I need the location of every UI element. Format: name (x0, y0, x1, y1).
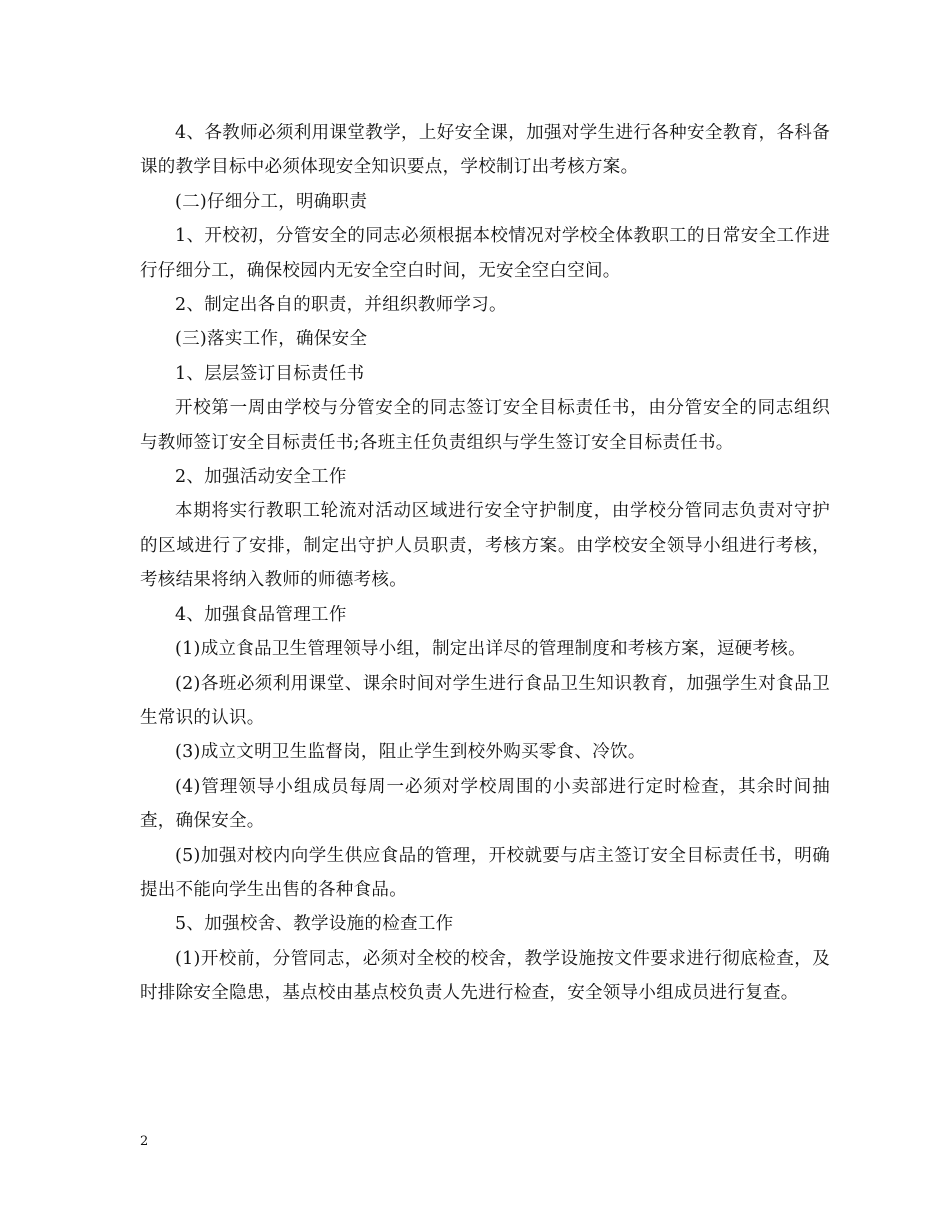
list-item: (4)管理领导小组成员每周一必须对学校周围的小卖部进行定时检查，其余时间抽查，确保安全。 (140, 776, 830, 832)
page-number: 2 (140, 1134, 149, 1149)
list-item: (1)成立食品卫生管理领导小组，制定出详尽的管理制度和考核方案，逗硬考核。 (175, 639, 806, 660)
paragraph: 1、开校初，分管安全的同志必须根据本校情况对学校全体教职工的日常安全工作进行仔细分工，确保校园内无安全空白时间，无安全空白空间。 (140, 226, 830, 281)
subsection-heading: 4、加强食品管理工作 (175, 604, 347, 625)
paragraph: 2、制定出各自的职责，并组织教师学习。 (175, 295, 507, 316)
subsection-heading: 1、层层签订目标责任书 (175, 363, 365, 384)
list-item: (5)加强对校内向学生供应食品的管理，开校就要与店主签订安全目标责任书，明确提出不能向学生出售的各种食品。 (140, 845, 830, 900)
section-heading: (三)落实工作，确保安全 (175, 329, 368, 350)
list-item: (1)开校前，分管同志，必须对全校的校舍，教学设施按文件要求进行彻底检查，及时排除安全隐患，基点校由基点校负责人先进行检查，安全领导小组成员进行复查。 (140, 948, 830, 1004)
paragraph: 开校第一周由学校与分管安全的同志签订安全目标责任书，由分管安全的同志组织与教师签订安全目标责任书;各班主任负责组织与学生签订安全目标责任书。 (140, 398, 830, 453)
subsection-heading: 5、加强校舍、教学设施的检查工作 (175, 914, 454, 935)
section-heading: (二)仔细分工，明确职责 (175, 191, 368, 212)
document-body (140, 116, 830, 1011)
paragraph: 4、各教师必须利用课堂教学，上好安全课，加强对学生进行各种安全教育，各科备课的教学目标中必须体现安全知识要点，学校制订出考核方案。 (140, 123, 830, 178)
paragraph: 本期将实行教职工轮流对活动区域进行安全守护制度，由学校分管同志负责对守护的区域进行了安排，制定出守护人员职责，考核方案。由学校安全领导小组进行考核，考核结果将纳入教师的师德考核。 (140, 501, 830, 591)
list-item: (3)成立文明卫生监督岗，阻止学生到校外购买零食、冷饮。 (175, 742, 646, 763)
subsection-heading: 2、加强活动安全工作 (175, 467, 347, 488)
list-item: (2)各班必须利用课堂、课余时间对学生进行食品卫生知识教育，加强学生对食品卫生常识的认识。 (140, 673, 830, 728)
